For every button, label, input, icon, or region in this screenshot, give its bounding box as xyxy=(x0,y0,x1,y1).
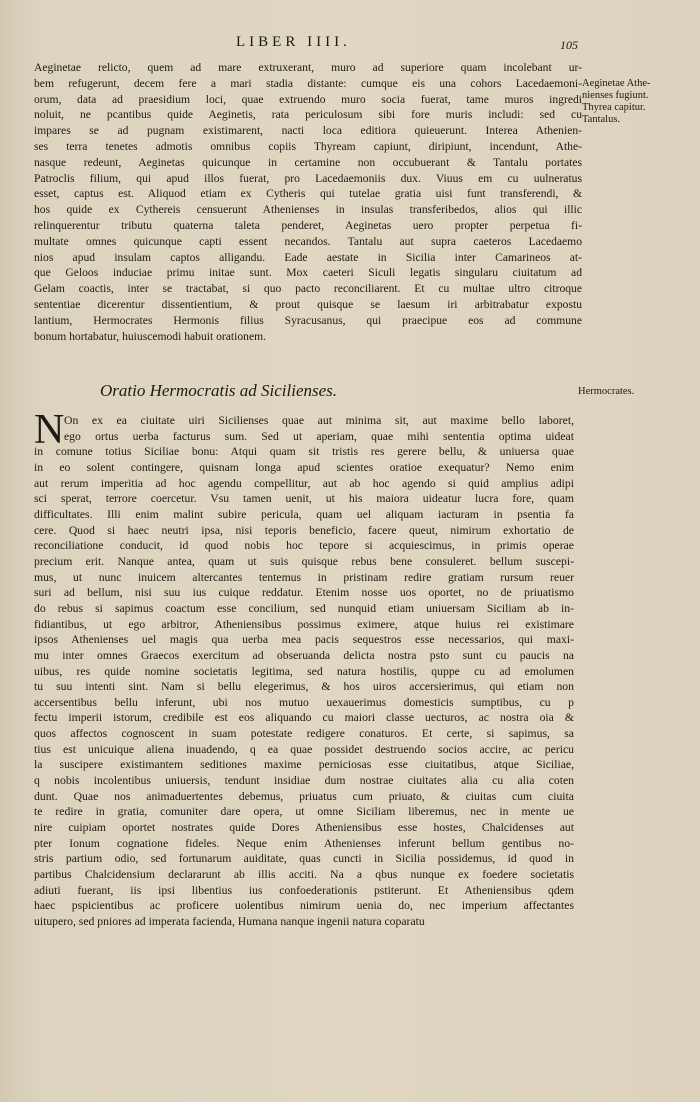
text-line: la suscipere existimantem seditiones maxime perniciosas esse ciuitatibus, atque Siciliae, xyxy=(34,758,574,772)
text-line: mu inter omnes Graecos exercitum ad obseruanda delicta nostra psto sunt cu paucis na xyxy=(34,648,574,662)
text-line: nire cuipiam oportet nostrates quide Dores Atheniensibus esse hostes, Chalcidenses aut xyxy=(34,821,574,835)
text-line: dunt. Quae nos animaduertentes debemus, priuatus cum priuato, & ciuitas cum ciuita xyxy=(34,789,574,803)
text-line: hos quide ex Cythereis censuerunt Athenienses in insulas transferibedos, alios qui illic xyxy=(34,203,582,217)
text-line: difficultates. Illi enim malint subire pericula, quam uel aliquam iacturam in psentia fa xyxy=(34,507,574,521)
running-head: LIBER IIII. xyxy=(236,34,351,50)
text-line: suri ad bellum, nisi suu ius cuique reddatur. Etenim nosse uos oportet, no de priuatismo xyxy=(34,586,574,600)
margin-note-hermocrates: Hermocrates. xyxy=(578,386,635,397)
margin-notes xyxy=(582,78,651,126)
text-line: ego ortus uerba facturus sum. Sed ut aperiam, quae mihi sententia optima uideat xyxy=(64,429,574,443)
margin-note: Thyrea capitur. xyxy=(582,102,646,113)
text-line: esset, captus est. Aliquod etiam ex Cytheris qui tutelae gratia uisi funt transferendi, & xyxy=(34,187,582,201)
text-line: bem refugerunt, decem fere a mari stadia distante: cumque eis una cohors Lacedaemoni- xyxy=(34,76,582,90)
text-line: On ex ea ciuitate uiri Sicilienses quae aut minima sit, aut maxime bello laboret, xyxy=(64,414,574,427)
text-line: nios apud insulam captos alligandu. Eade aestate in Sicilia inter Camarineos at- xyxy=(34,250,582,264)
drop-cap: N xyxy=(34,407,65,453)
text-line: uibus, res quide nomine societatis legitima, sed natura hostilis, quppe cu ad emolumen xyxy=(34,664,574,678)
text-line: aut rerum imperitia ad hoc agendu compellitur, aut ab hoc agendo si quid amplius adipi xyxy=(34,476,574,490)
text-line: fidiantibus, ut ego arbitror, Atheniensibus possimus eximere, atque huius rei existimare xyxy=(34,617,574,631)
text-line: ses terra tenetes admotis omnibus copiis Thyream capiunt, diripiunt, incendunt, Athe- xyxy=(34,139,582,153)
text-line: stris partium odio, sed fortunarum auiditate, quas cuncti in Sicilia possidemus, id quod in xyxy=(34,852,574,866)
text-line: Aeginetae relicto, quem ad mare extruxerant, muro ad superiore quam incolebant ur- xyxy=(34,61,582,74)
text-line: Patroclis filium, qui apud illos fuerat, pro Lacedaemoniis dux. Viuus em cu uulneratus xyxy=(34,171,582,185)
narrative-text xyxy=(34,60,582,344)
text-line: noluit, ne pcantibus quide Aeginetis, rata periculosum sibi fore muris includi: sed cu xyxy=(34,108,582,122)
text-line: bonum hortabatur, huiuscemodi habuit orationem. xyxy=(34,329,267,343)
text-line: haec pspicientibus ac proficere uolentibus nimirum uenia do, nec imperium affectantes xyxy=(34,899,574,913)
text-line: ipsos Athenienses uel magis qua uerba mea pacis sequestros esse necessarios, qui maxi- xyxy=(34,633,574,647)
text-line: multate omnes quicunque capti essent necandos. Tantalu aut supra caeteros Lacedaemo xyxy=(34,234,582,248)
text-line: sententiae dicerentur dissentientium, & prout quisque se laesum iri arbitrabatur expostu xyxy=(34,297,582,311)
text-line: relinquerentur tributu quaterna taleta penderet, Aeginetas uero propter perpetua fi- xyxy=(34,218,582,232)
margin-note: Tantalus. xyxy=(582,114,621,125)
text-line: q nobis incolentibus uniuersis, tendunt insidiae dum nostrae ciuitates alia cu alia coten xyxy=(34,774,574,788)
text-line: tius est unicuique aliena inuadendo, q ea quae possidet destruendo socios accire, ac pericu xyxy=(34,742,574,756)
text-line: tu suu intenti sint. Nam si bellu elegerimus, & hos uiros accersierimus, qui etiam non xyxy=(34,680,574,694)
text-line: pter Ionum cognatione fideles. Neque enim Athenienses inferunt bellum gentibus no- xyxy=(34,836,574,850)
margin-note: nienses fugiunt. xyxy=(582,90,649,101)
text-line: te redire in gratia, comuniter dare opera, ut omne Siciliam liberemus, nec in mente ue xyxy=(34,805,574,819)
text-line: precium erit. Nanque antea, quam ut suis quisque rebus bene consuleret. bellum suscepi- xyxy=(34,554,574,568)
margin-note: Aeginetae Athe- xyxy=(582,78,651,89)
text-line: uitupero, sed pniores ad imperata facienda, Humana nanque ingenii natura coparatu xyxy=(34,915,425,928)
text-line: Gelam coactis, inter se tractabat, si quo pacto reconciliarent. Et cu multae ultro citroque xyxy=(34,282,582,296)
text-line: partibus Chalcidensium declararunt ab illis acciti. Na a qbus nunque ex foedere societatis xyxy=(34,868,574,882)
text-line: que Geloos induciae primu initae sunt. Mox caeteri Siculi legatis singularu ciuitatum ad xyxy=(34,266,582,280)
text-line: quos affectos cognoscent in suam potestate redigere conaturos. Et certe, si sapimus, sa xyxy=(34,727,574,741)
text-line: impares se ad pugnam existimarent, nacti loca editiora quieuerunt. Interea Athenien- xyxy=(34,124,582,138)
folio-number: 105 xyxy=(560,38,578,52)
text-line: in eo solent contingere, quisnam longa apud scientes oratioe exequatur? Nemo enim xyxy=(34,460,574,474)
text-line: lantium, Hermocrates Hermonis filius Syracusanus, qui praecipue eos ad commune xyxy=(34,313,582,327)
text-line: fectu imperii istorum, credibile est eos aliquando cu maiori classe uecturos, ac nostra oia & xyxy=(34,711,574,725)
text-line: nasque redeunt, Aeginetas quicunque in certamine non occubuerant & Tantalu portates xyxy=(34,155,582,169)
oration-heading: Oratio Hermocratis ad Sicilienses. xyxy=(100,381,338,400)
text-line: reconciliatione conducit, id quod nobis hoc tepore si acquiescimus, in primis operae xyxy=(34,539,574,553)
text-line: adiuti fuerant, iis ipsi libentius ius confoederationis pstiterunt. Et Atheniensibus qdem xyxy=(34,883,574,897)
text-line: accersentibus bellu inferunt, ubi nos mutuo uexauerimus domesticis sumptibus, cu p xyxy=(34,695,574,709)
text-line: in comune totius Siciliae bonu: Atqui quam sit tristis res gerere bellu, & uniuersa quae xyxy=(34,445,574,459)
oration-text xyxy=(34,407,574,930)
page-header xyxy=(0,34,700,54)
text-line: sci sperat, terrore coercetur. Vsu tamen uenit, ut his maiora uideatur lucra fore, quam xyxy=(34,492,574,506)
text-line: mus, ut nunc inuicem altercantes tentemus in pristinam redire gratiam rursum reuer xyxy=(34,570,574,584)
text-line: orum, data ad praesidium loci, quae extruendo muro socia fuerat, tame muros ingredi xyxy=(34,92,582,106)
text-line: do rebus si sapimus coactum esse concilium, sed nunquid etiam uniuersam Siciliam ab in- xyxy=(34,601,574,615)
text-line: cere. Quod si haec neutri ipsa, nisi teporis beneficio, facere queut, nimirum exhortatio de xyxy=(34,523,574,537)
